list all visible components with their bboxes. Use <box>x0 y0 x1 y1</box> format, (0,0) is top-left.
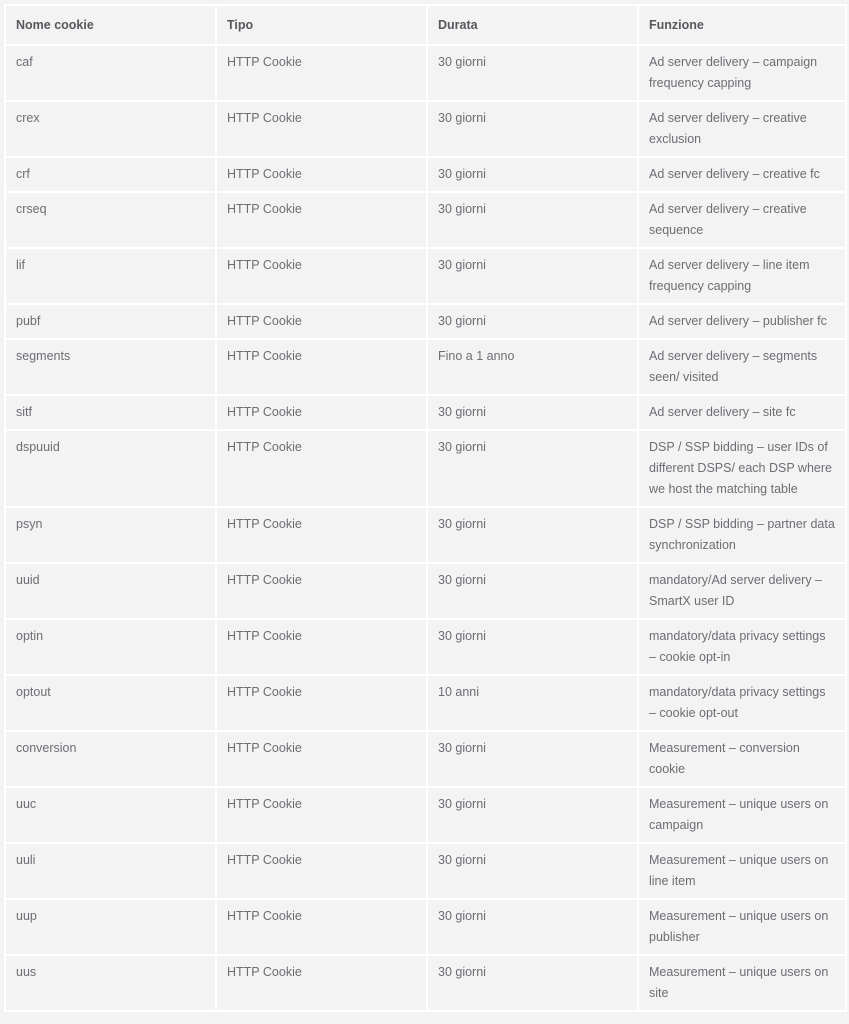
cookie-function-cell: Measurement – conversion cookie <box>638 731 846 787</box>
cookie-name-cell: uus <box>5 955 216 1011</box>
table-row <box>5 507 846 563</box>
cookie-name-cell: crseq <box>5 192 216 248</box>
cookie-name-cell: lif <box>5 248 216 304</box>
table-row <box>5 899 846 955</box>
cookie-type-cell: HTTP Cookie <box>216 248 427 304</box>
table-row <box>5 430 846 507</box>
cookie-duration-cell: 30 giorni <box>427 157 638 192</box>
cookie-table <box>4 4 847 1012</box>
table-row <box>5 955 846 1011</box>
table-row <box>5 304 846 339</box>
cookie-duration-cell: 30 giorni <box>427 395 638 430</box>
cookie-name-cell: sitf <box>5 395 216 430</box>
cookie-name-cell: uup <box>5 899 216 955</box>
cookie-duration-cell: 30 giorni <box>427 563 638 619</box>
table-row <box>5 45 846 101</box>
cookie-duration-cell: 10 anni <box>427 675 638 731</box>
cookie-type-cell: HTTP Cookie <box>216 619 427 675</box>
cookie-type-cell: HTTP Cookie <box>216 339 427 395</box>
cookie-duration-cell: 30 giorni <box>427 45 638 101</box>
cookie-type-cell: HTTP Cookie <box>216 101 427 157</box>
cookie-name-cell: dspuuid <box>5 430 216 507</box>
cookie-name-cell: optout <box>5 675 216 731</box>
cookie-type-cell: HTTP Cookie <box>216 304 427 339</box>
column-header-tipo: Tipo <box>216 5 427 45</box>
column-header-nome-cookie: Nome cookie <box>5 5 216 45</box>
cookie-duration-cell: 30 giorni <box>427 843 638 899</box>
cookie-type-cell: HTTP Cookie <box>216 507 427 563</box>
cookie-duration-cell: 30 giorni <box>427 101 638 157</box>
cookie-function-cell: Ad server delivery – segments seen/ visited <box>638 339 846 395</box>
table-row <box>5 248 846 304</box>
table-row <box>5 675 846 731</box>
cookie-function-cell: DSP / SSP bidding – partner data synchronization <box>638 507 846 563</box>
cookie-function-cell: Ad server delivery – campaign frequency capping <box>638 45 846 101</box>
cookie-name-cell: pubf <box>5 304 216 339</box>
cookie-type-cell: HTTP Cookie <box>216 899 427 955</box>
column-header-durata: Durata <box>427 5 638 45</box>
cookie-type-cell: HTTP Cookie <box>216 675 427 731</box>
cookie-function-cell: Ad server delivery – creative fc <box>638 157 846 192</box>
cookie-function-cell: Ad server delivery – site fc <box>638 395 846 430</box>
cookie-duration-cell: 30 giorni <box>427 192 638 248</box>
cookie-function-cell: Measurement – unique users on site <box>638 955 846 1011</box>
cookie-type-cell: HTTP Cookie <box>216 157 427 192</box>
cookie-type-cell: HTTP Cookie <box>216 430 427 507</box>
cookie-table-container <box>4 4 845 1012</box>
table-body <box>5 45 846 1011</box>
cookie-function-cell: Measurement – unique users on campaign <box>638 787 846 843</box>
cookie-type-cell: HTTP Cookie <box>216 563 427 619</box>
cookie-name-cell: conversion <box>5 731 216 787</box>
cookie-function-cell: mandatory/Ad server delivery – SmartX user ID <box>638 563 846 619</box>
cookie-duration-cell: 30 giorni <box>427 248 638 304</box>
cookie-type-cell: HTTP Cookie <box>216 843 427 899</box>
cookie-type-cell: HTTP Cookie <box>216 45 427 101</box>
cookie-name-cell: uuli <box>5 843 216 899</box>
cookie-duration-cell: 30 giorni <box>427 304 638 339</box>
cookie-name-cell: caf <box>5 45 216 101</box>
cookie-duration-cell: Fino a 1 anno <box>427 339 638 395</box>
cookie-type-cell: HTTP Cookie <box>216 192 427 248</box>
table-row <box>5 619 846 675</box>
cookie-name-cell: optin <box>5 619 216 675</box>
cookie-function-cell: Ad server delivery – publisher fc <box>638 304 846 339</box>
cookie-type-cell: HTTP Cookie <box>216 395 427 430</box>
cookie-duration-cell: 30 giorni <box>427 955 638 1011</box>
table-header-row <box>5 5 846 45</box>
cookie-name-cell: segments <box>5 339 216 395</box>
cookie-name-cell: psyn <box>5 507 216 563</box>
cookie-function-cell: DSP / SSP bidding – user IDs of different DSPS/ each DSP where we host the matching table <box>638 430 846 507</box>
cookie-duration-cell: 30 giorni <box>427 430 638 507</box>
cookie-function-cell: Ad server delivery – creative exclusion <box>638 101 846 157</box>
table-row <box>5 731 846 787</box>
cookie-duration-cell: 30 giorni <box>427 619 638 675</box>
cookie-name-cell: uuc <box>5 787 216 843</box>
cookie-type-cell: HTTP Cookie <box>216 955 427 1011</box>
cookie-name-cell: crf <box>5 157 216 192</box>
column-header-funzione: Funzione <box>638 5 846 45</box>
table-row <box>5 101 846 157</box>
table-row <box>5 395 846 430</box>
cookie-duration-cell: 30 giorni <box>427 731 638 787</box>
cookie-function-cell: mandatory/data privacy settings – cookie opt-in <box>638 619 846 675</box>
table-row <box>5 192 846 248</box>
table-row <box>5 339 846 395</box>
table-row <box>5 843 846 899</box>
cookie-duration-cell: 30 giorni <box>427 787 638 843</box>
cookie-name-cell: crex <box>5 101 216 157</box>
cookie-function-cell: Measurement – unique users on line item <box>638 843 846 899</box>
cookie-duration-cell: 30 giorni <box>427 507 638 563</box>
cookie-function-cell: mandatory/data privacy settings – cookie opt-out <box>638 675 846 731</box>
cookie-function-cell: Measurement – unique users on publisher <box>638 899 846 955</box>
table-row <box>5 157 846 192</box>
cookie-name-cell: uuid <box>5 563 216 619</box>
table-row <box>5 787 846 843</box>
cookie-type-cell: HTTP Cookie <box>216 787 427 843</box>
cookie-type-cell: HTTP Cookie <box>216 731 427 787</box>
table-header <box>5 5 846 45</box>
cookie-duration-cell: 30 giorni <box>427 899 638 955</box>
cookie-function-cell: Ad server delivery – line item frequency capping <box>638 248 846 304</box>
cookie-function-cell: Ad server delivery – creative sequence <box>638 192 846 248</box>
table-row <box>5 563 846 619</box>
